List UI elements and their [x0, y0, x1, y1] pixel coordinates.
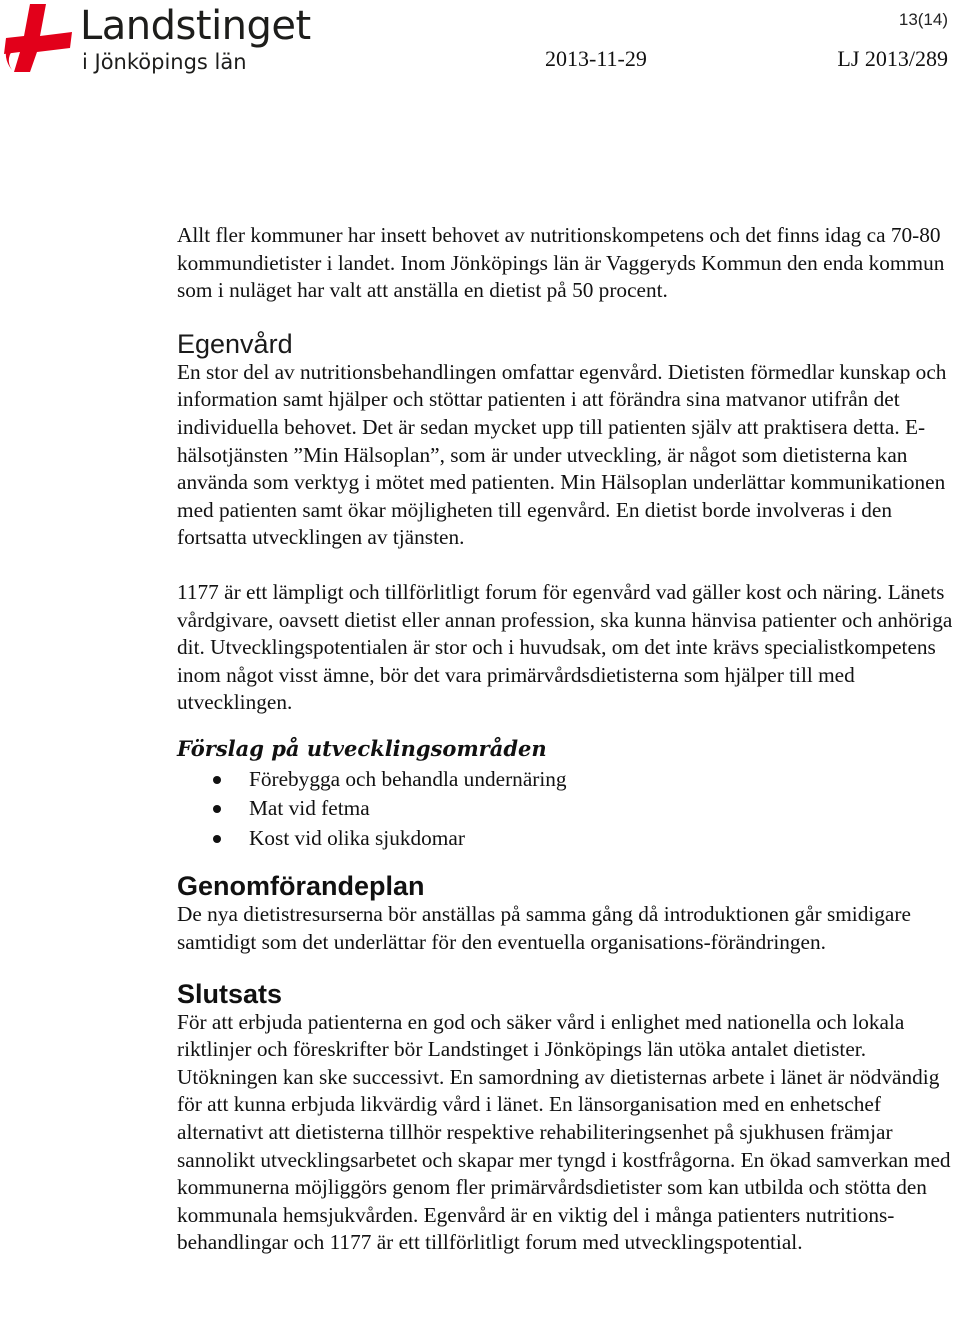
slutsats-paragraph: För att erbjuda patienterna en god och säker vård i enlighet med nationella och lokala riktlinjer och föreskrifter bör Landstinget i Jönköpings län utöka antalet dietister. Utökningen kan ske successivt. En samordning av dietisternas arbete i länet är nödvändig för att kunna erbjuda likvärdig vård i länet. En länsorganisation med en enhetschef alternativt att dietisterna tillhör respektive rehabiliteringsenhet på sjukhusen främjar sannolikt utvecklingsarbetet och skapar mer tyngd i kostfrågorna. En ökad samverkan med kommunerna möjliggörs genom fler primärvårdsdietister som kan utbilda och stötta den kommunala hemsjukvården. Egenvård är en viktig del i många patienters nutritions-behandlingar och 1177 är ett tillförlitligt forum med utvecklingspotential. [177, 1009, 951, 1255]
heading-genomforandeplan: Genomförandeplan [177, 871, 425, 902]
heading-forslag: Förslag på utvecklingsområden [177, 735, 547, 761]
genomforande-paragraph: De nya dietistresurserna bör anställas på samma gång då introduktionen går smidigare samtidigt som det underlättar för den eventuella organisations-förändringen. [177, 902, 911, 954]
page-number: 13(14) [898, 10, 948, 29]
forslag-list [177, 765, 960, 854]
landstinget-cross-icon [0, 2, 76, 74]
document-body [177, 222, 960, 1257]
egenvard-paragraph-1: En stor del av nutritionsbehandlingen omfattar egenvård. Dietisten förmedlar kunskap och information samt hjälper och stöttar patienten i att förändra sina matvanor utifrån det individuella behovet. Det är sedan mycket upp till patienten själv att praktisera detta. E-hälsotjänsten ”Min Hälsoplan”, som är under utveckling, är något som dietisterna kan använda som verktyg i mötet med patienten. Min Hälsoplan underlättar kommunikationen med patienten samt ökar möjligheten till egenvård. En dietist borde involveras i den fortsatta utvecklingen av tjänsten. [177, 359, 947, 550]
list-item: Förebygga och behandla undernäring [177, 765, 960, 795]
bullet-icon [213, 805, 221, 813]
heading-egenvard: Egenvård [177, 328, 293, 359]
intro-paragraph: Allt fler kommuner har insett behovet av nutritionskompetens och det finns idag ca 70-80 kommundietister i landet. Inom Jönköpings län är Vaggeryds Kommun den enda kommun som i nuläget har valt att anställa en dietist på 50 procent. [177, 223, 945, 303]
egenvard-paragraph-2: 1177 är ett lämpligt och tillförlitligt forum för egenvård vad gäller kost och näring. Länets vårdgivare, oavsett dietist eller annan profession, ska kunna hänvisa patienter och anhöriga dit. Utvecklingspotentialen är stor och i huvudsak, om det inte krävs specialistkompetens inom något visst ämne, bör det vara primärvårdsdietisterna som hjälper till med utvecklingen. [177, 579, 953, 715]
document-date: 2013-11-29 [545, 46, 647, 71]
bullet-icon [213, 835, 221, 843]
logo-name: Landstinget [80, 3, 311, 49]
organization-logo [0, 0, 320, 80]
heading-slutsats: Slutsats [177, 978, 283, 1009]
document-reference: LJ 2013/289 [837, 46, 948, 71]
logo-subtitle: i Jönköpings län [82, 50, 247, 74]
list-item: Mat vid fetma [177, 794, 960, 824]
list-item: Kost vid olika sjukdomar [177, 824, 960, 854]
bullet-icon [213, 776, 221, 784]
